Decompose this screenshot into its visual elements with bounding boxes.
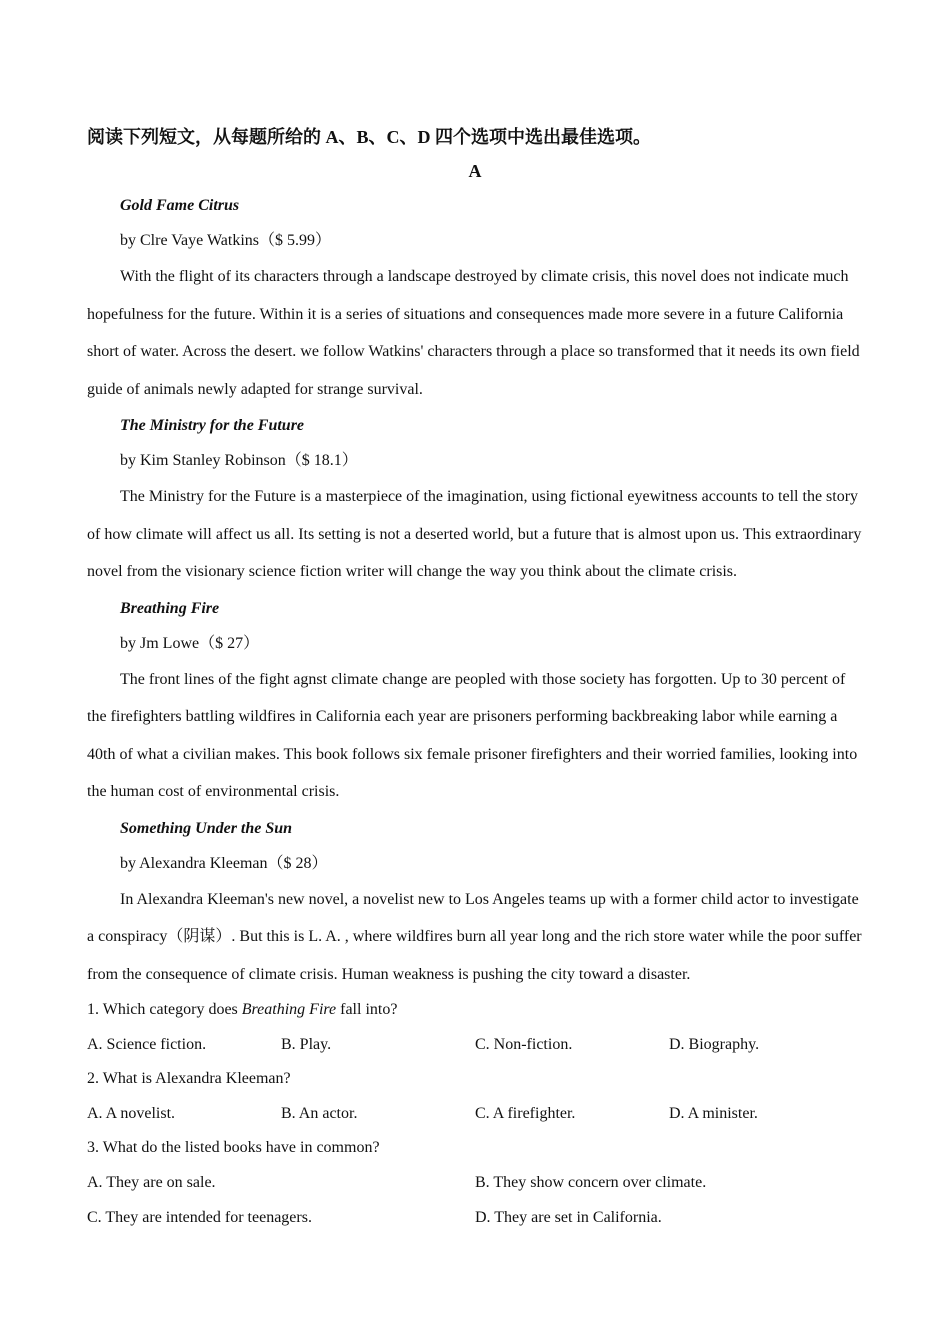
option-a[interactable]: A. They are on sale.	[87, 1173, 216, 1191]
book-entry	[87, 591, 863, 811]
question-stem: 3. What do the listed books have in common?	[87, 1139, 380, 1157]
instruction-text: 阅读下列短文，从每题所给的 A、B、C、D 四个选项中选出最佳选项。	[87, 127, 651, 147]
book-description: The front lines of the fight agnst climate change are peopled with those society has forgotten. Up to 30 percent of the firefighters battling wildfires in California each year are prisoners performing backbreaking labor while earning a 40th of what a civilian makes. This book follows six female prisoner firefighters and their worried families, looking into the human cost of environmental crisis.	[87, 670, 858, 800]
option-a[interactable]: A. Science fiction.	[87, 1035, 207, 1053]
book-description: The Ministry for the Future is a masterpiece of the imagination, using fictional eyewitness accounts to tell the story of how climate will affect us all. Its setting is not a deserted world, but a future that is almost upon us. This extraordinary novel from the visionary science fiction writer will change the way you think about the climate crisis.	[87, 488, 862, 580]
book-author: by Alexandra Kleeman（$ 28）	[120, 854, 328, 872]
document-page	[87, 120, 863, 1235]
book-title: Something Under the Sun	[120, 819, 293, 837]
book-title: Breathing Fire	[120, 599, 220, 617]
book-description: With the flight of its characters through a landscape destroyed by climate crisis, this novel does not indicate much hopefulness for the future. Within it is a series of situations and consequences made more severe in a future California short of water. Across the desert. we follow Watkins' characters through a place so transformed that it needs its own field guide of animals newly adapted for strange survival.	[87, 268, 860, 398]
question-stem-title: Breathing Fire	[241, 1001, 337, 1018]
option-b[interactable]: B. Play.	[281, 1035, 332, 1053]
question-stem-part: fall into?	[336, 1001, 398, 1018]
book-author: by Jm Lowe（$ 27）	[120, 634, 260, 652]
book-title: Gold Fame Citrus	[120, 197, 240, 214]
question-stem	[87, 993, 863, 1028]
book-entry	[87, 188, 863, 408]
option-b[interactable]: B. They show concern over climate.	[475, 1173, 707, 1191]
option-c[interactable]: C. A firefighter.	[475, 1104, 576, 1122]
question-1	[87, 993, 863, 1062]
option-d[interactable]: D. They are set in California.	[475, 1208, 662, 1226]
options-row	[87, 1097, 863, 1132]
section-heading: A	[468, 161, 482, 181]
question-stem: 2. What is Alexandra Kleeman?	[87, 1070, 291, 1088]
options-grid	[87, 1166, 863, 1235]
option-c[interactable]: C. Non-fiction.	[475, 1035, 573, 1053]
book-description: In Alexandra Kleeman's new novel, a novelist new to Los Angeles teams up with a former child actor to investigate a conspiracy（阴谋）. But this is L. A. , where wildfires burn all year long and the rich store water while the poor suffer from the consequence of climate crisis. Human weakness is pushing the city toward a disaster.	[87, 890, 862, 983]
option-d[interactable]: D. Biography.	[669, 1035, 760, 1053]
question-2	[87, 1062, 863, 1131]
option-b[interactable]: B. An actor.	[281, 1104, 358, 1122]
book-entry	[87, 408, 863, 591]
book-entry	[87, 811, 863, 994]
book-author: by Clre Vaye Watkins（$ 5.99）	[120, 232, 331, 249]
book-author: by Kim Stanley Robinson（$ 18.1）	[120, 452, 358, 469]
option-d[interactable]: D. A minister.	[669, 1104, 758, 1122]
question-stem-part: 1. Which category does	[87, 1001, 242, 1018]
options-row	[87, 1028, 863, 1063]
book-title: The Ministry for the Future	[120, 417, 305, 434]
option-c[interactable]: C. They are intended for teenagers.	[87, 1208, 312, 1226]
option-a[interactable]: A. A novelist.	[87, 1104, 176, 1122]
question-3	[87, 1131, 863, 1235]
